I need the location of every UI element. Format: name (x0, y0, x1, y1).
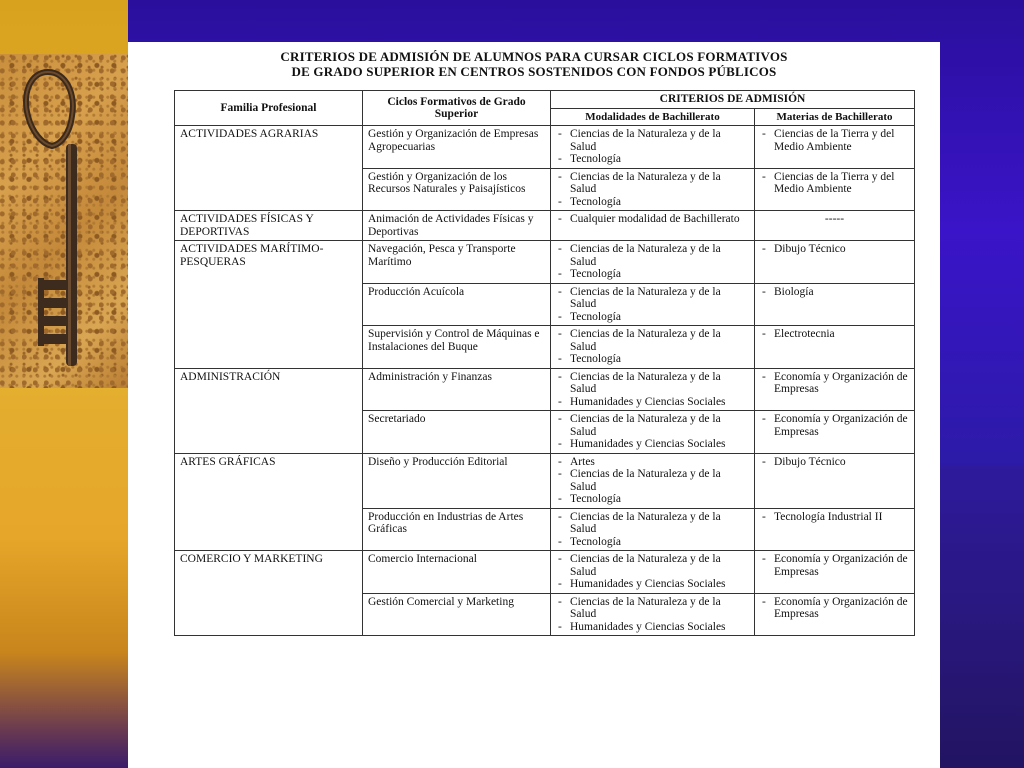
modalidades-list (556, 171, 749, 209)
modalidades-cell (551, 283, 755, 326)
key-icon (0, 54, 128, 388)
materia-item: - Ciencias de la Tierra y del Medio Ambiente (760, 128, 909, 153)
modalidades-cell (551, 211, 755, 241)
cycle-cell: Gestión Comercial y Marketing (363, 593, 551, 636)
modalidades-cell (551, 593, 755, 636)
modalidades-cell (551, 453, 755, 508)
materias-list (760, 456, 909, 469)
family-cell: ADMINISTRACIÓN (175, 368, 363, 453)
document-title (128, 49, 940, 79)
modalidad-item: - Humanidades y Ciencias Sociales (556, 621, 749, 634)
materias-cell (755, 326, 915, 369)
modalidad-item: - Ciencias de la Naturaleza y de la Salud (556, 171, 749, 196)
family-cell: ARTES GRÁFICAS (175, 453, 363, 551)
modalidad-item: - Ciencias de la Naturaleza y de la Salud (556, 553, 749, 578)
header-modalidades: Modalidades de Bachillerato (551, 108, 755, 126)
materias-list (760, 596, 909, 621)
header-ciclos: Ciclos Formativos de Grado Superior (363, 91, 551, 126)
modalidad-item: - Ciencias de la Naturaleza y de la Salud (556, 328, 749, 353)
table-row (175, 368, 915, 411)
materias-cell (755, 593, 915, 636)
modalidades-list (556, 456, 749, 506)
materias-cell (755, 241, 915, 284)
cycle-cell: Navegación, Pesca y Transporte Marítimo (363, 241, 551, 284)
modalidad-item: - Ciencias de la Naturaleza y de la Salud (556, 413, 749, 438)
materia-item: - Economía y Organización de Empresas (760, 553, 909, 578)
modalidades-list (556, 553, 749, 591)
modalidad-item: - Tecnología (556, 353, 749, 366)
modalidades-list (556, 286, 749, 324)
materias-cell (755, 411, 915, 454)
cycle-cell: Animación de Actividades Físicas y Deportivas (363, 211, 551, 241)
materia-item: - Economía y Organización de Empresas (760, 413, 909, 438)
modalidad-item: - Artes (556, 456, 749, 469)
family-cell: COMERCIO Y MARKETING (175, 551, 363, 636)
materias-list (760, 328, 909, 341)
materias-cell (755, 508, 915, 551)
cycle-cell: Producción en Industrias de Artes Gráficas (363, 508, 551, 551)
modalidades-list (556, 328, 749, 366)
title-line-1: CRITERIOS DE ADMISIÓN DE ALUMNOS PARA CURSAR CICLOS FORMATIVOS (280, 49, 788, 64)
materias-list (760, 243, 909, 256)
modalidad-item: - Ciencias de la Naturaleza y de la Salud (556, 511, 749, 536)
materia-item: - Dibujo Técnico (760, 243, 909, 256)
modalidades-list (556, 596, 749, 634)
modalidad-item: - Humanidades y Ciencias Sociales (556, 396, 749, 409)
cycle-cell: Supervisión y Control de Máquinas e Instalaciones del Buque (363, 326, 551, 369)
modalidad-item: - Humanidades y Ciencias Sociales (556, 438, 749, 451)
modalidad-item: - Ciencias de la Naturaleza y de la Salud (556, 468, 749, 493)
modalidades-list (556, 371, 749, 409)
family-cell: ACTIVIDADES MARÍTIMO-PESQUERAS (175, 241, 363, 369)
modalidad-item: - Ciencias de la Naturaleza y de la Salud (556, 128, 749, 153)
cycle-cell: Gestión y Organización de Empresas Agropecuarias (363, 126, 551, 169)
table-row (175, 211, 915, 241)
materias-cell (755, 283, 915, 326)
table-row (175, 551, 915, 594)
modalidad-item: - Ciencias de la Naturaleza y de la Salud (556, 243, 749, 268)
materia-item: - Economía y Organización de Empresas (760, 371, 909, 396)
header-familia: Familia Profesional (175, 91, 363, 126)
cycle-cell: Producción Acuícola (363, 283, 551, 326)
modalidad-item: - Humanidades y Ciencias Sociales (556, 578, 749, 591)
header-criterios: CRITERIOS DE ADMISIÓN (551, 91, 915, 109)
modalidades-list (556, 213, 749, 226)
cycle-cell: Administración y Finanzas (363, 368, 551, 411)
modalidad-item: - Tecnología (556, 153, 749, 166)
materias-list (760, 553, 909, 578)
admission-criteria-table (174, 90, 915, 636)
table-body (175, 126, 915, 636)
modalidades-list (556, 511, 749, 549)
modalidades-cell (551, 326, 755, 369)
materia-item: - Biología (760, 286, 909, 299)
cycle-cell: Diseño y Producción Editorial (363, 453, 551, 508)
modalidades-list (556, 128, 749, 166)
materias-cell (755, 168, 915, 211)
materias-cell (755, 368, 915, 411)
materias-list (760, 171, 909, 196)
materia-item: - Tecnología Industrial II (760, 511, 909, 524)
modalidad-item: - Tecnología (556, 268, 749, 281)
modalidades-cell (551, 126, 755, 169)
modalidad-item: - Ciencias de la Naturaleza y de la Salud (556, 286, 749, 311)
header-materias: Materias de Bachillerato (755, 108, 915, 126)
cycle-cell: Secretariado (363, 411, 551, 454)
materias-cell: ----- (755, 211, 915, 241)
materias-list (760, 371, 909, 396)
modalidades-list (556, 413, 749, 451)
materias-cell (755, 453, 915, 508)
cycle-cell: Comercio Internacional (363, 551, 551, 594)
table-row (175, 241, 915, 284)
cycle-cell: Gestión y Organización de los Recursos Naturales y Paisajísticos (363, 168, 551, 211)
materias-list (760, 286, 909, 299)
materia-item: - Dibujo Técnico (760, 456, 909, 469)
modalidades-cell (551, 551, 755, 594)
modalidades-cell (551, 508, 755, 551)
materias-list (760, 128, 909, 153)
modalidades-cell (551, 368, 755, 411)
document-page (128, 42, 940, 768)
family-cell: ACTIVIDADES AGRARIAS (175, 126, 363, 211)
modalidades-cell (551, 241, 755, 284)
modalidades-cell (551, 168, 755, 211)
materias-cell (755, 551, 915, 594)
title-line-2: DE GRADO SUPERIOR EN CENTROS SOSTENIDOS CON FONDOS PÚBLICOS (291, 64, 777, 79)
materias-list (760, 413, 909, 438)
key-photo (0, 54, 128, 388)
background-panel (940, 466, 1024, 768)
modalidad-item: - Tecnología (556, 311, 749, 324)
modalidad-item: - Cualquier modalidad de Bachillerato (556, 213, 749, 226)
materia-item: - Economía y Organización de Empresas (760, 596, 909, 621)
materia-item: - Electrotecnia (760, 328, 909, 341)
table-row (175, 126, 915, 169)
modalidad-item: - Ciencias de la Naturaleza y de la Salud (556, 596, 749, 621)
materias-list (760, 511, 909, 524)
materia-item: - Ciencias de la Tierra y del Medio Ambiente (760, 171, 909, 196)
modalidades-cell (551, 411, 755, 454)
modalidad-item: - Tecnología (556, 196, 749, 209)
modalidad-item: - Ciencias de la Naturaleza y de la Salud (556, 371, 749, 396)
modalidades-list (556, 243, 749, 281)
materias-cell (755, 126, 915, 169)
table-row (175, 453, 915, 508)
family-cell: ACTIVIDADES FÍSICAS Y DEPORTIVAS (175, 211, 363, 241)
modalidad-item: - Tecnología (556, 536, 749, 549)
modalidad-item: - Tecnología (556, 493, 749, 506)
